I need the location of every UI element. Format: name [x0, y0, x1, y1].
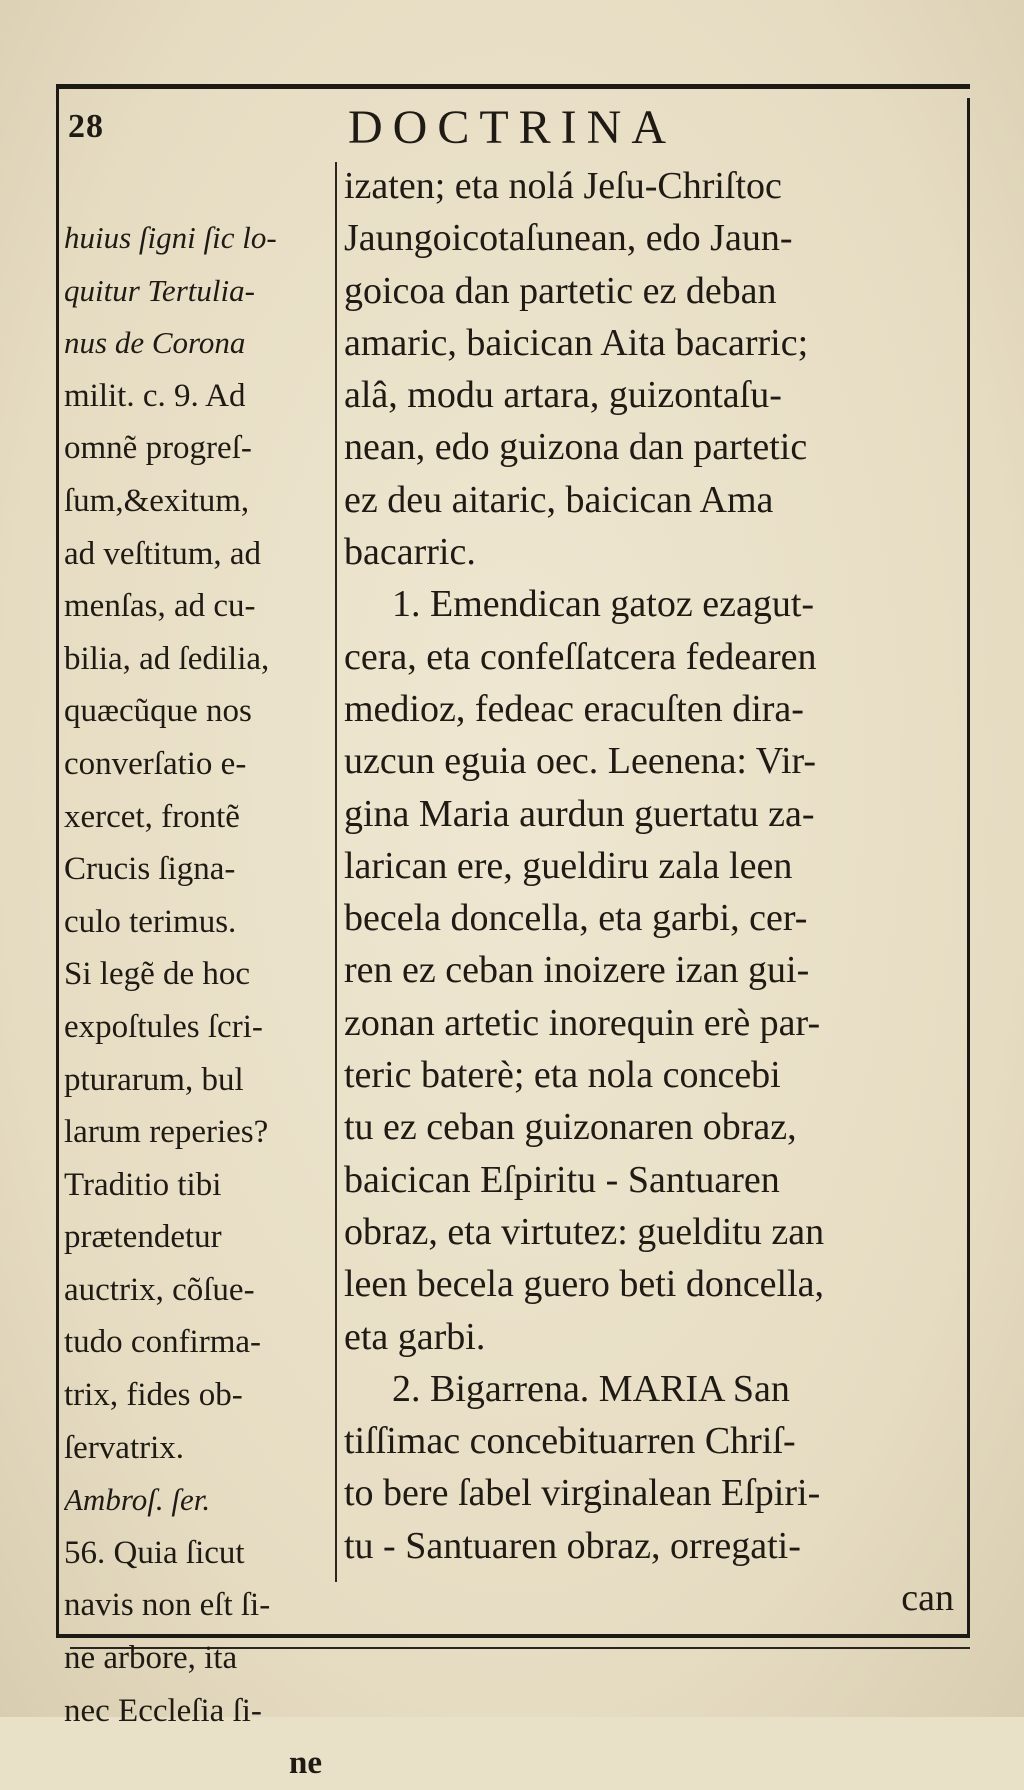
margin-catchword: ne	[289, 1745, 322, 1782]
text-line: ez deu aitaric, baicican Ama	[344, 478, 774, 521]
text-line: nean, edo guizona dan partetic	[344, 426, 808, 469]
text-line: tu ez ceban guizonaren obraz,	[344, 1106, 797, 1149]
text-line: leen becela guero beti doncella,	[344, 1263, 825, 1306]
margin-line: menſas, ad cu-	[64, 588, 256, 625]
text-line: zonan artetic inorequin erè par-	[344, 1001, 821, 1044]
frame-rule-left	[56, 84, 59, 1638]
margin-line: ad veſtitum, ad	[64, 535, 262, 572]
text-line: to bere ſabel virginalean Eſpiri-	[344, 1472, 821, 1515]
margin-line: nus de Corona	[64, 325, 246, 361]
margin-line: Ambroſ. ſer.	[64, 1482, 211, 1518]
text-line: eta garbi.	[344, 1315, 486, 1358]
margin-line: Traditio tibi	[64, 1166, 222, 1203]
margin-line: omnẽ progreſ-	[64, 430, 252, 467]
margin-line: trix, fides ob-	[64, 1377, 243, 1414]
margin-line: 56. Quia ſicut	[64, 1534, 245, 1571]
text-line: tu - Santuaren obraz, orregati-	[344, 1524, 801, 1567]
margin-line: quæcũque nos	[64, 693, 252, 730]
text-line: medioz, fedeac eracuſten dira-	[344, 687, 804, 730]
main-catchword: can	[901, 1577, 954, 1620]
margin-line: ne arbore, ita	[64, 1640, 238, 1677]
text-line: cera, eta confeſſatcera fedearen	[344, 635, 817, 678]
text-line: uzcun eguia oec. Leenena: Vir-	[344, 740, 817, 783]
margin-line: converſatio e-	[64, 745, 247, 782]
text-line: ren ez ceban inoizere izan gui-	[344, 949, 810, 992]
margin-line: milit. c. 9. Ad	[64, 377, 246, 414]
text-line: gina Maria aurdun guertatu za-	[344, 792, 815, 835]
margin-line: pturarum, bul	[64, 1061, 244, 1098]
margin-line: xercet, frontẽ	[64, 798, 240, 835]
text-line: Jaungoicotaſunean, edo Jaun-	[344, 217, 793, 260]
text-line: larican ere, gueldiru zala leen	[344, 844, 793, 887]
text-line: bacarric.	[344, 531, 476, 574]
margin-line: auctrix, cõſue-	[64, 1271, 255, 1308]
margin-line: quitur Tertulia-	[64, 272, 255, 308]
text-line: becela doncella, eta garbi, cer-	[344, 897, 808, 940]
margin-line: navis non eſt ſi-	[64, 1587, 271, 1624]
margin-line: Crucis ſigna-	[64, 851, 236, 888]
frame-rule-top	[58, 84, 970, 89]
page-number: 28	[68, 108, 104, 145]
margin-line: prætendetur	[64, 1219, 222, 1256]
text-line: goicoa dan partetic ez deban	[344, 269, 777, 312]
margin-line: bilia, ad ſedilia,	[64, 640, 270, 677]
margin-line: ſervatrix.	[64, 1429, 185, 1466]
text-line: amaric, baicican Aita bacarric;	[344, 321, 809, 364]
text-line: izaten; eta nolá Jeſu-Chriſtoc	[344, 165, 782, 207]
text-line: tiſſimac concebituarren Chriſ-	[344, 1420, 796, 1463]
margin-line: nec Eccleſia ſi-	[64, 1692, 262, 1729]
margin-line: huius ſigni ſic lo-	[64, 220, 277, 255]
margin-line: expoſtules ſcri-	[64, 1008, 263, 1045]
text-line: obraz, eta virtutez: guelditu zan	[344, 1210, 825, 1253]
margin-line: tudo confirma-	[64, 1324, 262, 1361]
text-line: baicican Eſpiritu - Santuaren	[344, 1158, 780, 1201]
text-line: alâ, modu artara, guizontaſu-	[344, 374, 782, 417]
frame-rule-right	[967, 98, 970, 1638]
text-line: 1. Emendican gatoz ezagut-	[392, 583, 815, 626]
margin-line: larum reperies?	[64, 1114, 269, 1151]
margin-note	[64, 212, 330, 1790]
margin-line: ſum,&exitum,	[64, 482, 250, 519]
main-text	[344, 160, 956, 1624]
text-line: 2. Bigarrena. MARIA San	[392, 1367, 790, 1410]
margin-line: culo terimus.	[64, 903, 237, 940]
column-divider	[335, 162, 337, 1582]
running-head: DOCTRINA	[348, 101, 676, 154]
text-line: teric baterè; eta nola concebi	[344, 1054, 781, 1097]
margin-line: Si legẽ de hoc	[64, 956, 251, 993]
